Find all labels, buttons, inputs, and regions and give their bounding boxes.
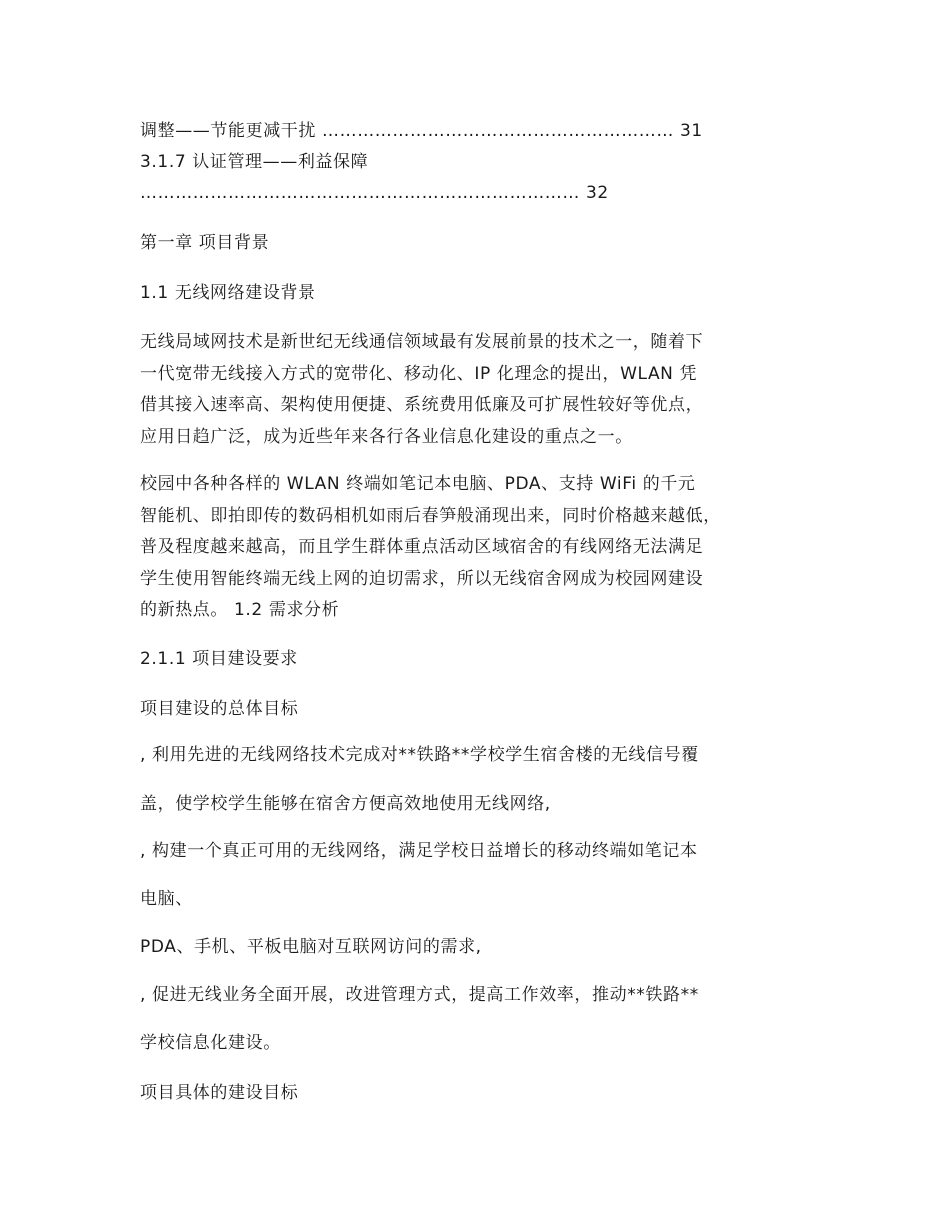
toc-entry-auth-title[interactable]: 3.1.7 认证管理——利益保障 xyxy=(140,152,369,172)
paragraph-line: 普及程度越来越高，而且学生群体重点活动区域宿舍的有线网络无法满足 xyxy=(140,537,704,557)
paragraph-line: 借其接入速率高、架构使用便捷、系统费用低廉及可扩展性较好等优点， xyxy=(140,395,704,415)
section-heading-2-1-1: 2.1.1 项目建设要求 xyxy=(140,649,298,669)
paragraph-line: 学生使用智能终端无线上网的迫切需求，所以无线宿舍网成为校园网建设 xyxy=(140,568,704,589)
goal-line: , 促进无线业务全面开展，改进管理方式，提高工作效率，推动**铁路** xyxy=(140,985,699,1005)
goal-line: 学校信息化建设。 xyxy=(140,1033,281,1053)
toc-entry-adjustment[interactable]: 调整——节能更减干扰 …………………………………………………… 31 xyxy=(140,121,703,141)
goal-line: 盖，使学校学生能够在宿舍方便高效地使用无线网络, xyxy=(140,794,551,814)
paragraph-line: 的新热点。 1.2 需求分析 xyxy=(140,600,340,620)
chapter-title: 第一章 项目背景 xyxy=(140,233,270,253)
goal-line: 电脑、 xyxy=(140,889,193,909)
paragraph-line: 一代宽带无线接入方式的宽带化、移动化、IP 化理念的提出，WLAN 凭 xyxy=(140,363,698,384)
paragraph-line: 应用日趋广泛，成为近些年来各行各业信息化建设的重点之一。 xyxy=(140,426,633,447)
goal-line: , 利用先进的无线网络技术完成对**铁路**学校学生宿舍楼的无线信号覆 xyxy=(140,745,699,765)
paragraph-line: 智能机、即拍即传的数码相机如雨后春笋般涌现出来，同时价格越来越低， xyxy=(140,505,721,526)
specific-goal-title: 项目具体的建设目标 xyxy=(140,1083,299,1103)
overall-goal-title: 项目建设的总体目标 xyxy=(140,699,299,719)
goal-line: , 构建一个真正可用的无线网络，满足学校日益增长的移动终端如笔记本 xyxy=(140,841,698,861)
paragraph-line: 无线局域网技术是新世纪无线通信领域最有发展前景的技术之一，随着下 xyxy=(140,332,704,352)
paragraph-line: 校园中各种各样的 WLAN 终端如笔记本电脑、PDA、支持 WiFi 的千元 xyxy=(140,474,696,494)
paragraph-campus-wlan xyxy=(140,469,840,627)
toc-entry-auth-page[interactable]: ………………………………………………………………… 32 xyxy=(140,183,609,203)
paragraph-wlan-background xyxy=(140,327,840,453)
goal-line: PDA、手机、平板电脑对互联网访问的需求, xyxy=(140,937,482,957)
section-heading-1-1: 1.1 无线网络建设背景 xyxy=(140,283,316,303)
